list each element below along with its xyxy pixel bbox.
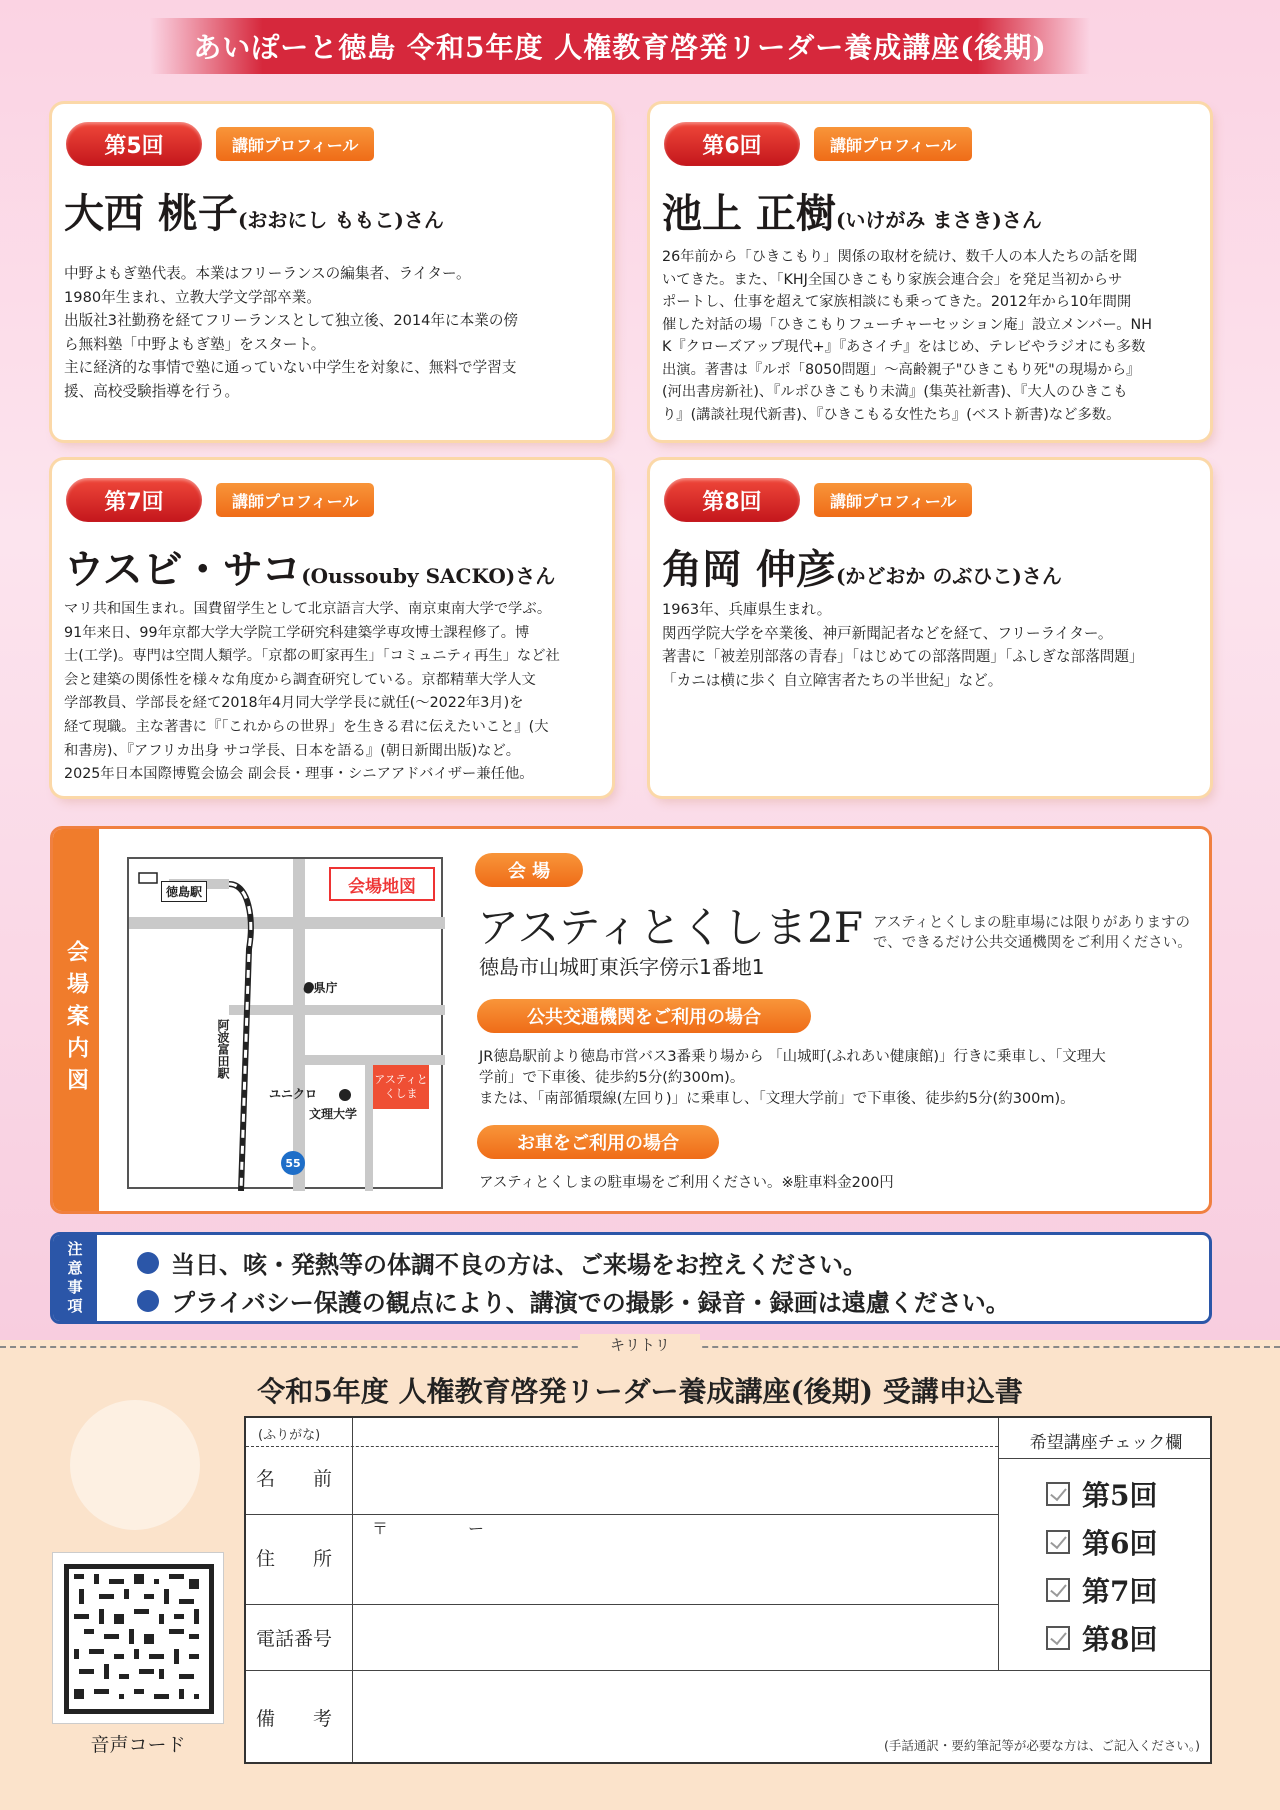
notice-item: 当日、咳・発熱等の体調不良の方は、ご来場をお控えください。 — [137, 1245, 867, 1280]
bio-line: 91年来日、99年京都大学大学院工学研究科建築学専攻博士課程修了。博 — [64, 624, 530, 641]
decorative-bubble — [70, 1400, 200, 1530]
lecturer-name-main: 池上 正樹 — [662, 190, 836, 237]
remarks-label: 備 考 — [256, 1708, 333, 1730]
lecturer-name-main: ウスビ・サコ — [64, 546, 302, 593]
bio-line: 会と建築の関係性を様々な角度から調査研究している。京都精華大学人文 — [64, 671, 536, 688]
notice-item: プライバシー保護の観点により、講演での撮影・録音・録画は遠慮ください。 — [137, 1283, 1010, 1318]
voice-code-label: 音声コード — [90, 1734, 186, 1756]
bio-line: 「カニは横に歩く 自立障害者たちの半世紀」など。 — [662, 671, 1003, 689]
row-divider — [246, 1670, 1210, 1671]
bio-line: 士(工学)。専門は空間人類学。「京都の町家再生」「コミュニティ再生」など社 — [64, 648, 560, 665]
map-label-station: 徳島駅 — [161, 881, 207, 902]
header-banner: あいぽーと徳島 令和5年度 人権教育啓発リーダー養成講座(後期) — [150, 18, 1090, 74]
voice-code-qr — [52, 1552, 224, 1724]
transit-label: 公共交通機関をご利用の場合 — [477, 999, 811, 1033]
checkbox-icon[interactable] — [1046, 1482, 1070, 1506]
notice-side-label: 注意事項 — [53, 1235, 97, 1321]
form-title: 令和5年度 人権教育啓発リーダー養成講座(後期) 受講申込書 — [257, 1375, 1023, 1408]
bio-line: り』(講談社現代新書)、『ひきこもる女性たち』(ベスト新書)など多数。 — [662, 406, 1121, 423]
phone-label: 電話番号 — [256, 1628, 333, 1650]
lecturer-name-main: 角岡 伸彦 — [662, 546, 836, 593]
bio-line: 1980年生まれ、立教大学文学部卒業。 — [64, 288, 321, 306]
remarks-note: (手話通訳・要約筆記等が必要な方は、ご記入ください。) — [883, 1738, 1200, 1753]
map-roads — [129, 859, 445, 1191]
furigana-divider — [246, 1446, 998, 1447]
transit-line: 学前」で下車後、徒歩約5分(約300m)。 — [479, 1070, 745, 1086]
address-label: 住 所 — [256, 1548, 333, 1570]
bio-line: 援、高校受験指導を行う。 — [64, 382, 240, 400]
transit-line: または、「南部循環線(左回り)」に乗車し、「文理大学前」で下車後、徒歩約5分(約300m)。 — [479, 1091, 1075, 1107]
checkbox-icon[interactable] — [1046, 1626, 1070, 1650]
lecturer-name — [64, 182, 444, 239]
map-label-line: 阿波富田駅 — [216, 1019, 230, 1079]
check-title: 希望講座チェック欄 — [1029, 1433, 1183, 1453]
name-label: 名 前 — [256, 1468, 333, 1490]
cut-label: キリトリ — [580, 1334, 700, 1355]
lecturer-card-5 — [52, 104, 612, 440]
map-venue-marker: アスティとくしま — [373, 1065, 429, 1109]
lecturer-card-6 — [650, 104, 1210, 440]
bio-line: 催した対話の場「ひきこもりフューチャーセッション庵」設立メンバー。NH — [662, 316, 1152, 333]
bio-line: マリ共和国生まれ。国費留学生として北京語言大学、南京東南大学で学ぶ。 — [64, 601, 552, 617]
lecturer-name-main: 大西 桃子 — [64, 190, 238, 237]
check-column-divider — [998, 1418, 999, 1670]
bio-line: 出演。著書は『ルポ「8050問題」〜高齢親子"ひきこもり死"の現場から』 — [662, 361, 1141, 378]
checkbox-icon[interactable] — [1046, 1530, 1070, 1554]
name-field[interactable] — [354, 1448, 996, 1512]
profile-tag: 講師プロフィール — [814, 127, 972, 161]
form-column-divider — [352, 1418, 353, 1762]
lecturer-card-7 — [52, 460, 612, 796]
bio-line: 中野よもぎ塾代表。本業はフリーランスの編集者、ライター。 — [64, 265, 471, 282]
profile-tag: 講師プロフィール — [216, 483, 374, 517]
bio-line: 主に経済的な事情で塾に通っていない中学生を対象に、無料で学習支 — [64, 359, 517, 376]
address-field[interactable]: 〒 ー — [372, 1519, 485, 1538]
lecturer-name — [64, 538, 555, 595]
check-item-6[interactable]: 第6回 — [1046, 1522, 1157, 1562]
row-divider — [246, 1514, 998, 1515]
map-title: 会場地図 — [329, 867, 435, 901]
check-header-divider — [998, 1458, 1210, 1459]
venue-side-label: 会場案内図 — [53, 829, 99, 1211]
round-badge: 第5回 — [66, 122, 202, 166]
lecturer-name-reading: (Oussouby SACKO)さん — [301, 564, 556, 588]
profile-tag: 講師プロフィール — [216, 127, 374, 161]
lecturer-bio — [662, 246, 1196, 426]
bio-line: (河出書房新社)、『ルポひきこもり未満』(集英社新書)、『大人のひきこも — [662, 384, 1128, 400]
bio-line: 1963年、兵庫県生まれ。 — [662, 601, 832, 618]
lecturer-name-reading: (いけがみ まさき)さん — [835, 208, 1042, 232]
lecturer-name-reading: (かどおか のぶひこ)さん — [835, 564, 1062, 588]
venue-address: 徳島市山城町東浜字傍示1番地1 — [479, 955, 765, 979]
bio-line: 出版社3社勤務を経てフリーランスとして独立後、2014年に本業の傍 — [64, 312, 519, 329]
notice-section — [50, 1232, 1212, 1324]
bullet-icon — [137, 1252, 159, 1274]
map-label-univ: 文理大学 — [309, 1107, 358, 1121]
bio-line: K『クローズアップ現代+』『あさイチ』をはじめ、テレビやラジオにも多数 — [662, 339, 1146, 355]
lecturer-name — [662, 182, 1042, 239]
map-label-uniqlo: ユニクロ — [269, 1087, 318, 1101]
check-item-7[interactable]: 第7回 — [1046, 1570, 1157, 1610]
voice-code-pattern — [54, 1554, 224, 1724]
application-form — [244, 1416, 1212, 1764]
route-shield-icon: 55 — [281, 1151, 305, 1175]
lecturer-name — [662, 538, 1062, 595]
venue-map — [127, 857, 443, 1189]
profile-tag: 講師プロフィール — [814, 483, 972, 517]
lecturer-bio — [64, 598, 598, 787]
lecturer-bio — [662, 598, 1196, 692]
round-badge: 第8回 — [664, 478, 800, 522]
car-text: アスティとくしまの駐車場をご利用ください。※駐車料金200円 — [479, 1175, 894, 1191]
bio-line: ら無料塾「中野よもぎ塾」をスタート。 — [64, 335, 326, 353]
bio-line: 和書房)、『アフリカ出身 サコ学長、日本を語る』(朝日新聞出版)など。 — [64, 742, 521, 759]
venue-name: アスティとくしま2F — [477, 903, 863, 952]
bullet-icon — [137, 1290, 159, 1312]
bio-line: 26年前から「ひきこもり」関係の取材を続け、数千人の本人たちの話を聞 — [662, 249, 1138, 265]
lecturer-card-8 — [650, 460, 1210, 796]
bio-line: 著書に「被差別部落の青春」「はじめての部落問題」「ふしぎな部落問題」 — [662, 648, 1144, 665]
check-item-5[interactable]: 第5回 — [1046, 1474, 1157, 1514]
parking-note: アスティとくしまの駐車場には限りがありますので、できるだけ公共交通機関をご利用ください。 — [873, 915, 1192, 951]
round-badge: 第6回 — [664, 122, 800, 166]
map-label-prefecture: ●県庁 — [303, 981, 338, 995]
bio-line: ポートし、仕事を超えて家族相談にも乗ってきた。2012年から10年間開 — [662, 294, 1132, 310]
bio-line: 関西学院大学を卒業後、神戸新聞記者などを経て、フリーライター。 — [662, 624, 1113, 642]
furigana-label: (ふりがな) — [258, 1428, 321, 1443]
row-divider — [246, 1604, 998, 1605]
lecturer-bio — [64, 262, 598, 403]
furigana-field[interactable] — [354, 1420, 996, 1446]
phone-field[interactable] — [354, 1606, 996, 1668]
bio-line: 経て現職。主な著書に『「これからの世界」を生きる君に伝えたいこと』(大 — [64, 718, 549, 735]
check-item-8[interactable]: 第8回 — [1046, 1618, 1157, 1658]
round-badge: 第7回 — [66, 478, 202, 522]
venue-section — [50, 826, 1212, 1214]
bio-line: 学部教員、学部長を経て2018年4月同大学学長に就任(〜2022年3月)を — [64, 695, 524, 712]
lecturer-name-reading: (おおにし ももこ)さん — [237, 208, 444, 232]
transit-line: JR徳島駅前より徳島市営バス3番乗り場から 「山城町(ふれあい健康館)」行きに乗車し、「文理大 — [479, 1049, 1106, 1065]
checkbox-icon[interactable] — [1046, 1578, 1070, 1602]
bio-line: いてきた。また、「KHJ全国ひきこもり家族会連合会」を発足当初からサ — [662, 271, 1123, 288]
bio-line: 2025年日本国際博覧会協会 副会長・理事・シニアアドバイザー兼任他。 — [64, 766, 534, 783]
car-label: お車をご利用の場合 — [477, 1125, 719, 1159]
venue-label: 会 場 — [475, 853, 583, 887]
